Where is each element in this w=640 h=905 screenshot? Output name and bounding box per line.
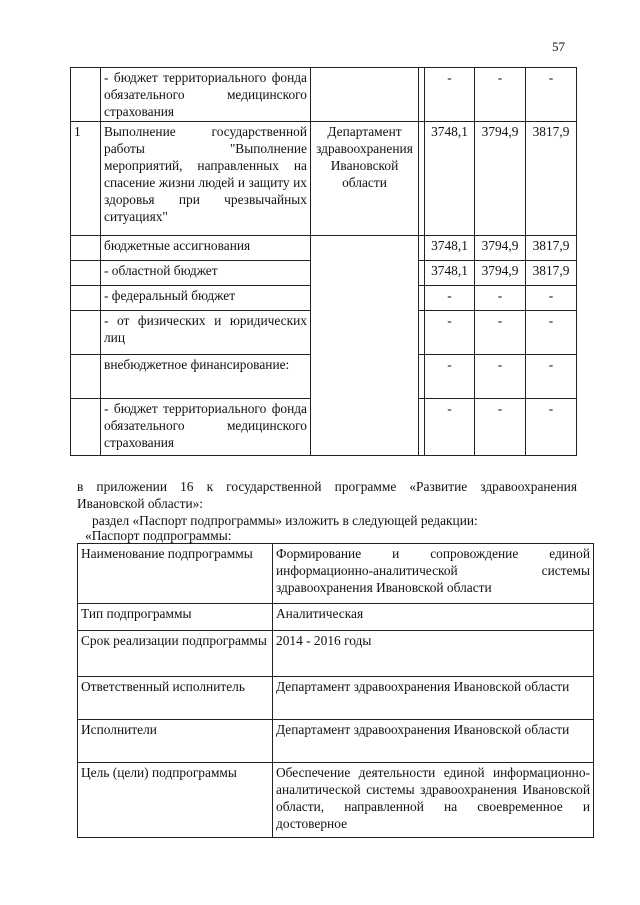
funding-table	[70, 67, 577, 456]
row-name: - областной бюджет	[101, 261, 311, 286]
table-row	[78, 720, 594, 763]
passport-value: Формирование и сопровождение единой информационно-аналитической системы здравоохранения Ивановской области	[273, 544, 594, 604]
passport-value: Аналитическая	[273, 604, 594, 631]
table-row	[78, 677, 594, 720]
passport-heading: «Паспорт подпрограммы:	[85, 528, 232, 543]
table-row	[78, 604, 594, 631]
table-row	[78, 631, 594, 677]
table-row: внебюджетное финансирование: - - -	[71, 355, 577, 399]
table-row	[78, 544, 594, 604]
row-name: бюджетные ассигнования	[101, 236, 311, 261]
row-name: - федеральный бюджет	[101, 286, 311, 311]
row-name: внебюджетное финансирование:	[101, 355, 311, 399]
row-name: - бюджет территориального фонда обязательного медицинского страхования	[101, 68, 311, 122]
row-name: - от физических и юридических лиц	[101, 311, 311, 355]
amendment-text-line3: раздел «Паспорт подпрограммы» изложить в следующей редакции:	[92, 513, 478, 528]
passport-label: Тип подпрограммы	[78, 604, 273, 631]
passport-value: 2014 - 2016 годы	[273, 631, 594, 677]
table-row: бюджетные ассигнования 3748,1 3794,9 3817,9	[71, 236, 577, 261]
table-row: - от физических и юридических лиц - - -	[71, 311, 577, 355]
table-row: 1 Выполнение государственной работы "Выполнение мероприятий, направленных на спасение жизни людей и защиту их здоровья при чрезвычайных ситуациях" Департамент здравоохранения Ивановской области 3748,1 3794,9 3817,9	[71, 122, 577, 236]
passport-label: Цель (цели) подпрограммы	[78, 763, 273, 838]
passport-label: Срок реализации подпрограммы	[78, 631, 273, 677]
executor: Департамент здравоохранения Ивановской области	[311, 122, 419, 236]
table-row: - бюджет территориального фонда обязательного медицинского страхования - - -	[71, 399, 577, 456]
passport-value: Департамент здравоохранения Ивановской области	[273, 720, 594, 763]
page-number: 57	[552, 39, 565, 54]
table-row	[78, 763, 594, 838]
passport-value: Департамент здравоохранения Ивановской области	[273, 677, 594, 720]
table-row: - бюджет территориального фонда обязательного медицинского страхования - - -	[71, 68, 577, 122]
table-row: - федеральный бюджет - - -	[71, 286, 577, 311]
table-row: - областной бюджет 3748,1 3794,9 3817,9	[71, 261, 577, 286]
row-name: - бюджет территориального фонда обязательного медицинского страхования	[101, 399, 311, 456]
passport-label: Ответственный исполнитель	[78, 677, 273, 720]
row-name: Выполнение государственной работы "Выполнение мероприятий, направленных на спасение жизни людей и защиту их здоровья при чрезвычайных ситуациях"	[101, 122, 311, 236]
amendment-text-line2: Ивановской области»:	[77, 496, 204, 511]
passport-label: Наименование подпрограммы	[78, 544, 273, 604]
passport-value: Обеспечение деятельности единой информационно-аналитической системы здравоохранения Ивановской области, направленной на своевременное и достоверное	[273, 763, 594, 838]
subprogram-passport-table	[77, 543, 594, 838]
amendment-text-line1: в приложении 16 к государственной программе «Развитие здравоохранения	[77, 479, 577, 494]
passport-label: Исполнители	[78, 720, 273, 763]
